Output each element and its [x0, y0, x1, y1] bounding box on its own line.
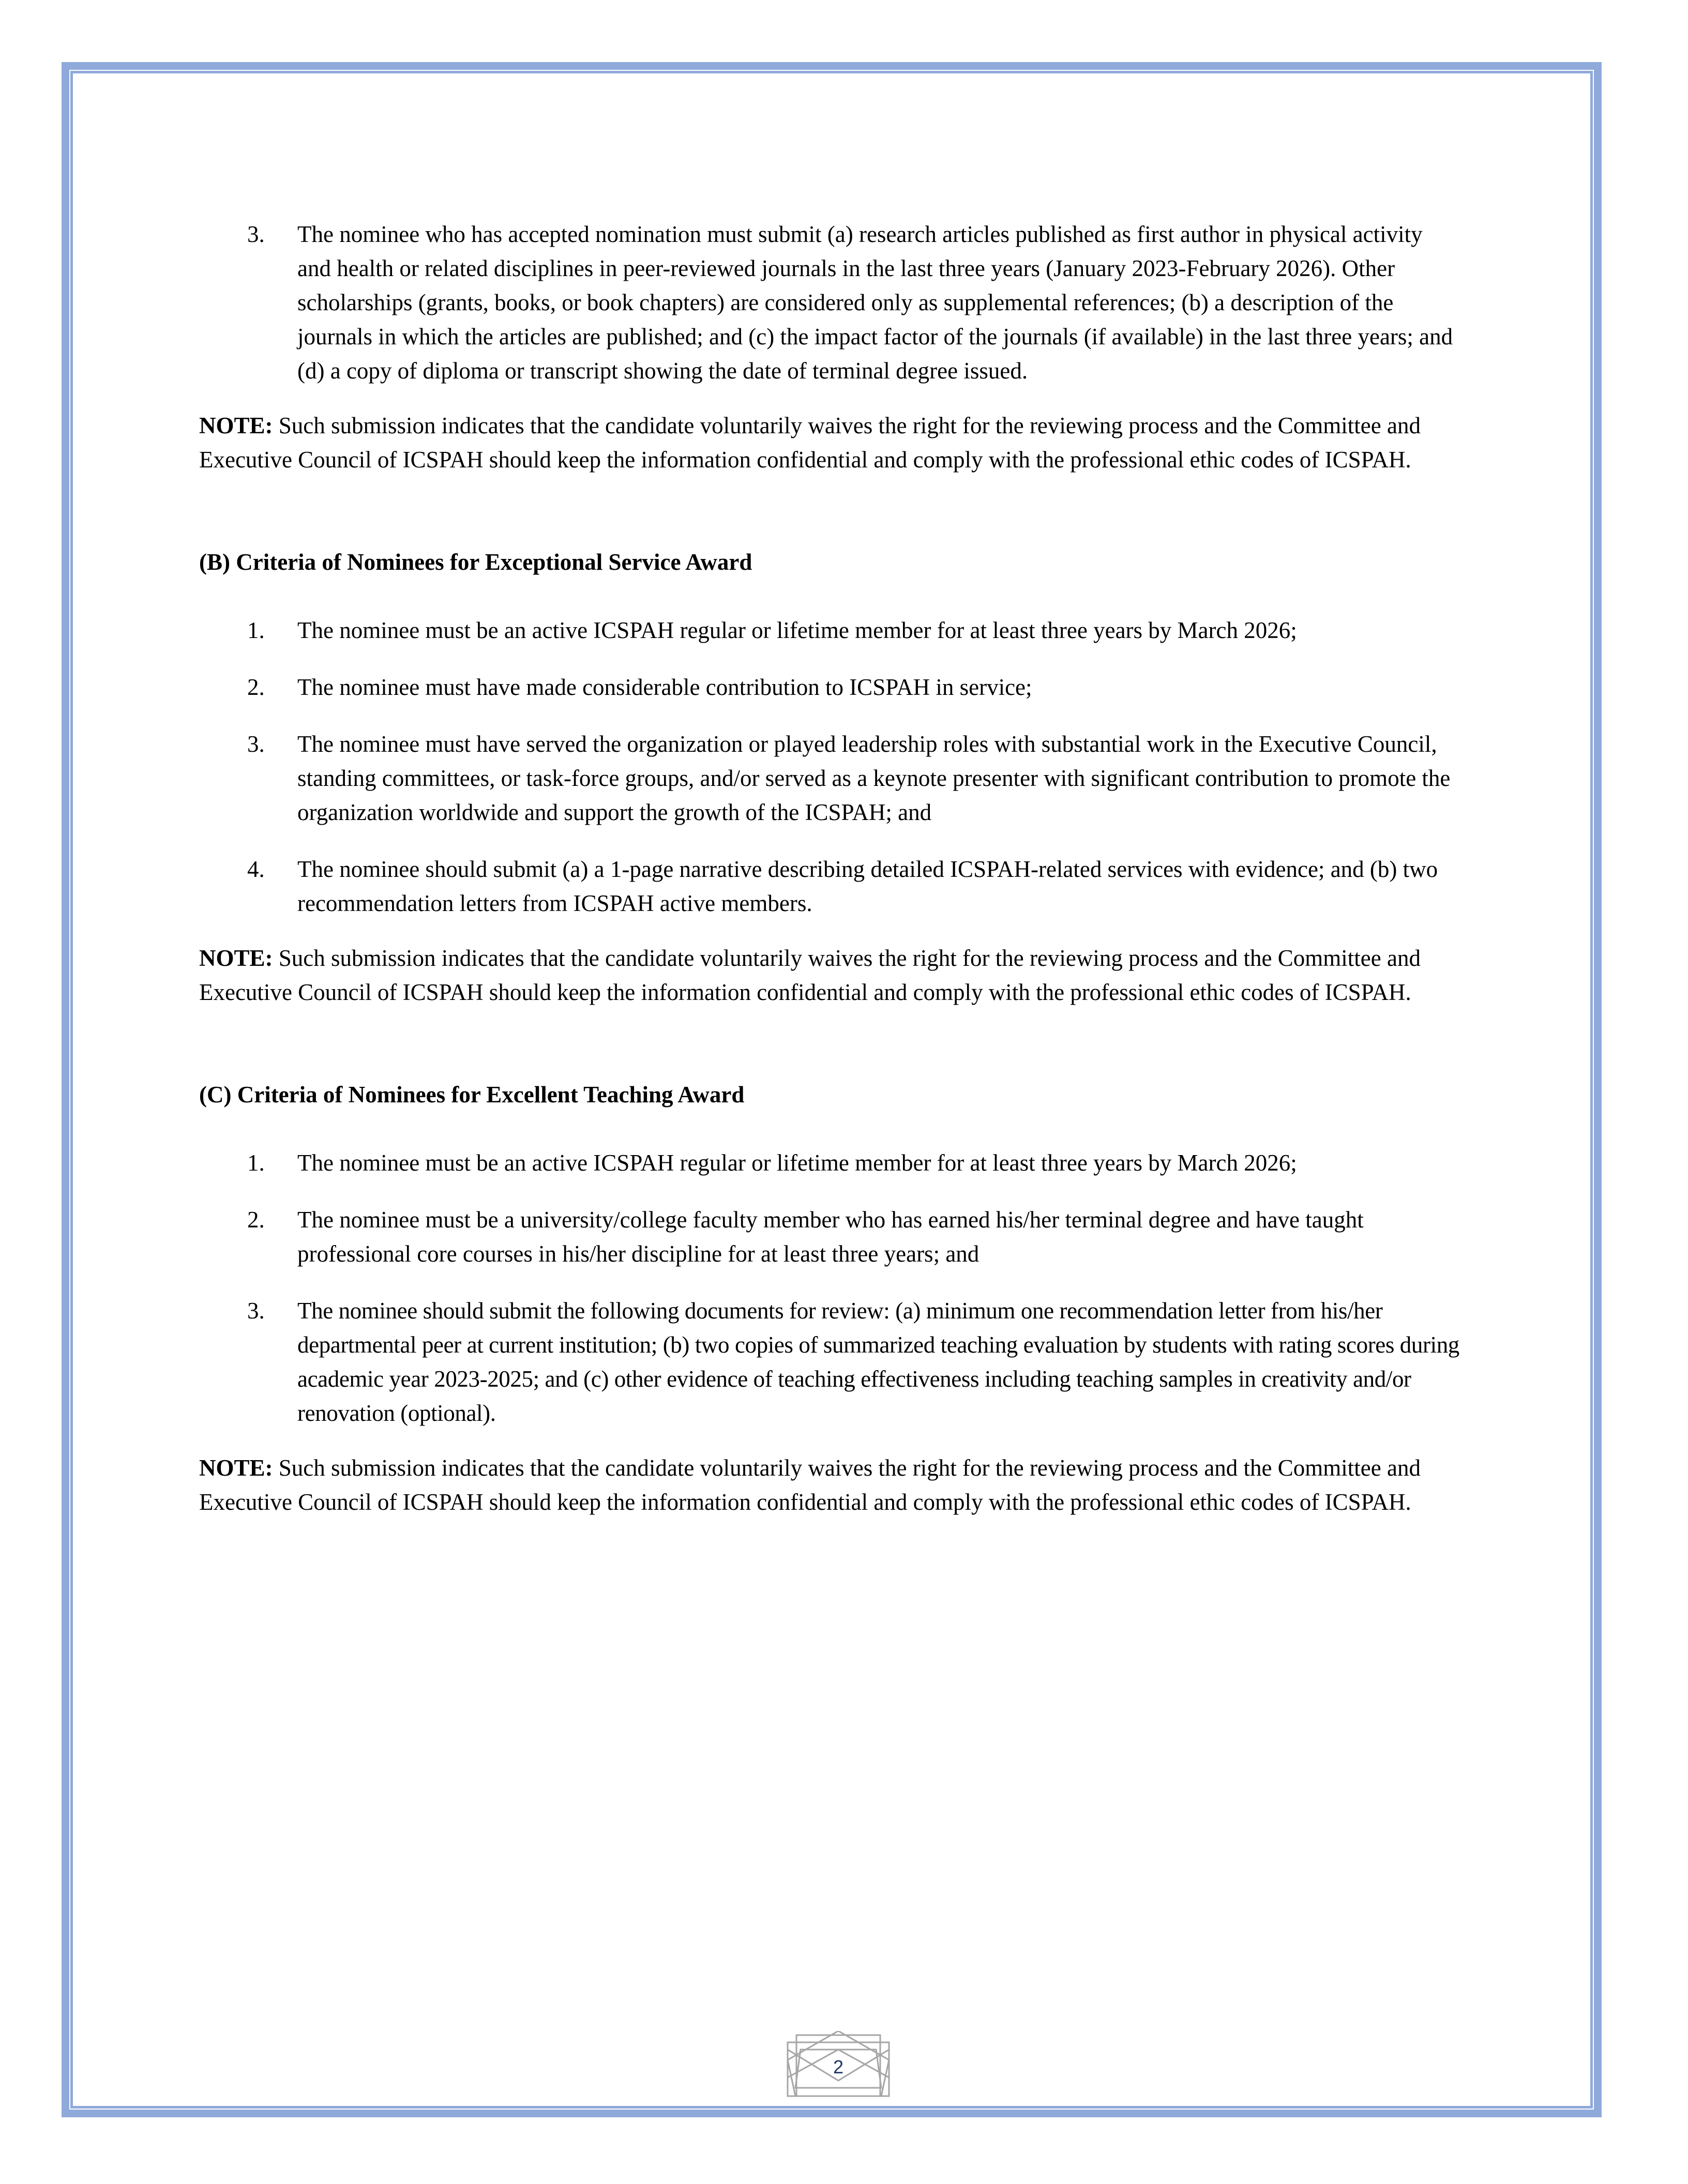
note-paragraph-b — [199, 941, 1461, 1009]
list-marker: 1. — [247, 617, 265, 643]
list-marker: 3. — [247, 731, 265, 757]
page-number-ornament — [785, 2031, 892, 2103]
list-item — [199, 1294, 1461, 1430]
spacer — [199, 477, 1461, 545]
list-item — [199, 217, 1461, 388]
page-number: 2 — [833, 2056, 844, 2077]
list-marker: 3. — [247, 1298, 265, 1324]
list-section-b — [199, 613, 1461, 920]
list-item — [199, 1146, 1461, 1180]
list-marker: 3. — [247, 221, 265, 247]
note-text: Such submission indicates that the candidate voluntarily waives the right for the reviewing process and the Committee and Executive Council of ICSPAH should keep the information confidential and comply with the professional ethic codes of ICSPAH. — [199, 945, 1421, 1005]
note-text: Such submission indicates that the candidate voluntarily waives the right for the reviewing process and the Committee and Executive Council of ICSPAH should keep the information confidential and comply with the professional ethic codes of ICSPAH. — [199, 1455, 1421, 1515]
list-item-text: The nominee must have served the organization or played leadership roles with substantial work in the Executive Council, standing committees, or task-force groups, and/or served as a keynote presenter with significant contribution to promote the organization worldwide and support the growth of the ICSPAH; and — [297, 731, 1451, 825]
list-item — [199, 727, 1461, 829]
spacer — [199, 579, 1461, 613]
list-item-text: The nominee must be an active ICSPAH regular or lifetime member for at least three years by March 2026; — [297, 617, 1297, 643]
section-heading-b: (B) Criteria of Nominees for Exceptional Service Award — [199, 549, 752, 575]
list-item-text: The nominee must be a university/college faculty member who has earned his/her terminal degree and have taught professional core courses in his/her discipline for at least three years; and — [297, 1207, 1364, 1267]
spacer — [199, 1112, 1461, 1146]
list-item-text: The nominee must have made considerable contribution to ICSPAH in service; — [297, 674, 1032, 700]
list-marker: 2. — [247, 674, 265, 700]
list-item-text: The nominee who has accepted nomination must submit (a) research articles published as first author in physical activity and health or related disciplines in peer-reviewed journals in the last three years (January 2023-February 2026). Other scholarships (grants, books, or book chapters) are considered only as supplemental references; (b) a description of the journals in which the articles are published; and (c) the impact factor of the journals (if available) in the last three years; and (d) a copy of diploma or transcript showing the date of terminal degree issued. — [297, 221, 1453, 384]
list-item-text: The nominee should submit (a) a 1-page narrative describing detailed ICSPAH-related services with evidence; and (b) two recommendation letters from ICSPAH active members. — [297, 856, 1438, 916]
note-text: Such submission indicates that the candidate voluntarily waives the right for the reviewing process and the Committee and Executive Council of ICSPAH should keep the information confidential and comply with the professional ethic codes of ICSPAH. — [199, 413, 1421, 473]
spacer — [199, 920, 1461, 941]
list-item-text: The nominee should submit the following documents for review: (a) minimum one recommendation letter from his/her departmental peer at current institution; (b) two copies of summarized teaching evaluation by students with rating scores during academic year 2023-2025; and (c) other evidence of teaching effectiveness including teaching samples in creativity and/or renovation (optional). — [297, 1298, 1459, 1426]
list-section-c — [199, 1146, 1461, 1430]
spacer — [199, 388, 1461, 408]
list-item — [199, 613, 1461, 647]
note-paragraph-a — [199, 408, 1461, 477]
document-body — [199, 217, 1461, 1519]
note-label: NOTE: — [199, 945, 273, 971]
list-marker: 2. — [247, 1207, 265, 1233]
list-section-a-continued — [199, 217, 1461, 388]
list-marker: 1. — [247, 1150, 265, 1176]
spacer — [199, 1430, 1461, 1451]
section-heading-c: (C) Criteria of Nominees for Excellent Teaching Award — [199, 1082, 745, 1108]
list-item — [199, 670, 1461, 704]
list-marker: 4. — [247, 856, 265, 882]
note-paragraph-c — [199, 1451, 1461, 1519]
spacer — [199, 1009, 1461, 1078]
note-label: NOTE: — [199, 1455, 273, 1481]
note-label: NOTE: — [199, 413, 273, 438]
list-item-text: The nominee must be an active ICSPAH regular or lifetime member for at least three years by March 2026; — [297, 1150, 1297, 1176]
list-item — [199, 852, 1461, 920]
list-item — [199, 1203, 1461, 1271]
